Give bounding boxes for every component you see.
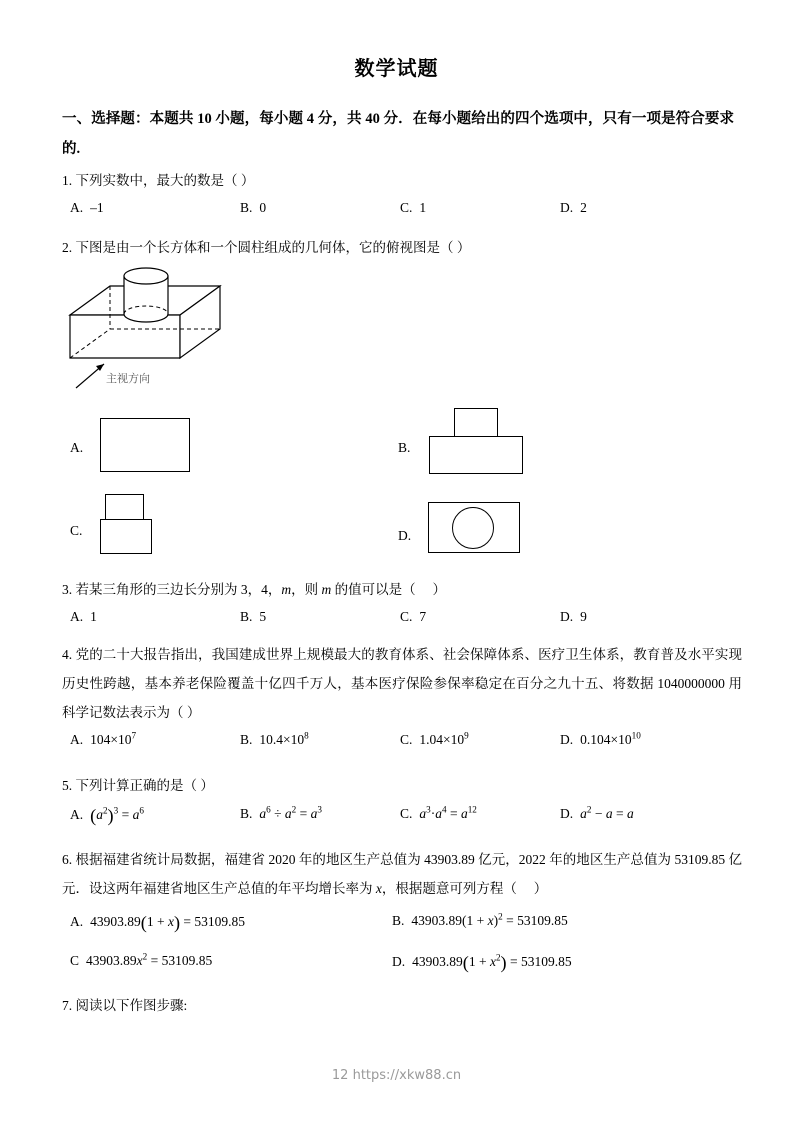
option-6-d[interactable]: D. $43903.89(1 + x^2) = 53109.85$ [392,952,572,973]
option-6-c[interactable]: C $43903.89x^2 = 53109.85$ [70,951,213,968]
option-2-c-base-rect [100,519,152,554]
option-2-a-label: A. [70,440,84,455]
question-3-stem: 3. 若某三角形的三边长分别为 3，4，m，则 m 的值可以是（ ） [62,582,446,597]
solid-figure-svg [62,258,242,393]
variable-m: m [321,582,332,597]
option-3-d[interactable]: D. 9 [560,609,587,624]
option-5-c-expr: $a^3\cdot a^4 = a^{12}$ [419,804,477,821]
option-6-c-expr: $43903.89x^2 = 53109.85$ [86,951,213,968]
option-2-b-label: B. [398,440,411,455]
option-2-b-top-rect [454,408,498,437]
question-6-stem: 6. 根据福建省统计局数据，福建省 2020 年的地区生产总值为 43903.89 亿元，2022 年的地区生产总值为 53109.85 亿元．设这两年福建省地区生产总值的年平均增长率为 x，根据题意可列方程（ ） [62,852,742,896]
option-6-a[interactable]: A. 43903.89(1 + x) = 53109.85 [70,913,246,933]
option-6-b[interactable]: B. $43903.89(1 + x)^2 = 53109.85$ [392,911,568,928]
question-3-options [62,609,752,633]
option-5-c[interactable]: C. $a^3\cdot a^4 = a^{12}$ [400,804,477,821]
solid-figure-cuboid-with-cylinder [62,258,242,393]
question-4-options [62,732,752,756]
page-title: 数学试题 [354,58,439,80]
option-4-a[interactable]: A. $104\times 10^7$ [70,730,137,747]
variable-m: m [281,582,292,597]
option-5-d[interactable]: D. $a^2 - a = a$ [560,804,634,821]
page-footer: 12 https://xkw88.cn [331,1068,462,1083]
option-1-d[interactable]: D. 2 [560,200,587,215]
option-5-a-expr: $(a^2)^3 = a^6$ [90,805,144,826]
option-3-c[interactable]: C. 7 [400,609,427,624]
question-1-options [62,200,752,224]
view-direction-label: 主视方向 [106,373,150,385]
option-5-b[interactable]: B. $a^6 \div a^2 = a^3$ [240,804,322,821]
option-2-a-rect [100,418,190,472]
option-4-d[interactable]: D. $0.104\times 10^{10}$ [560,730,641,747]
option-2-b-base-rect [429,436,523,474]
option-1-a[interactable]: A. –1 [70,200,104,215]
cylinder-top-ellipse [124,268,168,284]
cuboid-front-face [70,315,180,358]
option-2-d-circle [452,507,494,549]
question-6-options-row1 [62,913,752,943]
option-6-a-expr: 43903.89(1 + x) = 53109.85 [90,913,246,933]
question-4-stem: 4. 党的二十大报告指出，我国建成世界上规模最大的教育体系、社会保障体系、医疗卫生体系，教育普及水平实现历史性跨越，基本养老保险覆盖十亿四千万人，基本医疗保险参保率稳定在百分之九十五、将数据 1040000000 用科学记数法表示为（ ） [62,647,742,720]
option-4-b[interactable]: B. $10.4\times 10^8$ [240,730,309,747]
option-3-b[interactable]: B. 5 [240,609,267,624]
option-5-b-expr: $a^6 \div a^2 = a^3$ [259,804,322,821]
question-1-stem: 1. 下列实数中，最大的数是（ ） [62,173,255,188]
variable-x: x [375,881,382,896]
section-heading: 一、选择题：本题共 10 小题，每小题 4 分，共 40 分．在每小题给出的四个选项中，只有一项是符合要求的. [62,111,734,157]
option-6-d-expr: $43903.89(1 + x^2) = 53109.85$ [412,952,572,973]
option-2-d-label: D. [398,528,412,543]
option-6-b-expr: $43903.89(1 + x)^2 = 53109.85$ [411,911,568,928]
option-4-c[interactable]: C. $1.04\times 10^9$ [400,730,469,747]
question-5-stem: 5. 下列计算正确的是（ ） [62,778,214,793]
option-1-c[interactable]: C. 1 [400,200,427,215]
question-7-stem: 7. 阅读以下作图步骤: [62,998,188,1013]
question-6-options-row2 [62,953,752,983]
option-1-b[interactable]: B. 0 [240,200,267,215]
option-2-c-top-rect [105,494,144,520]
question-2-stem: 2. 下图是由一个长方体和一个圆柱组成的几何体，它的俯视图是（ ） [62,240,471,255]
option-3-a[interactable]: A. 1 [70,609,97,624]
question-5-options [62,806,752,830]
option-5-d-expr: $a^2 - a = a$ [580,804,634,821]
option-2-c-label: C. [70,523,83,538]
option-5-a[interactable]: A. $(a^2)^3 = a^6$ [70,805,144,826]
